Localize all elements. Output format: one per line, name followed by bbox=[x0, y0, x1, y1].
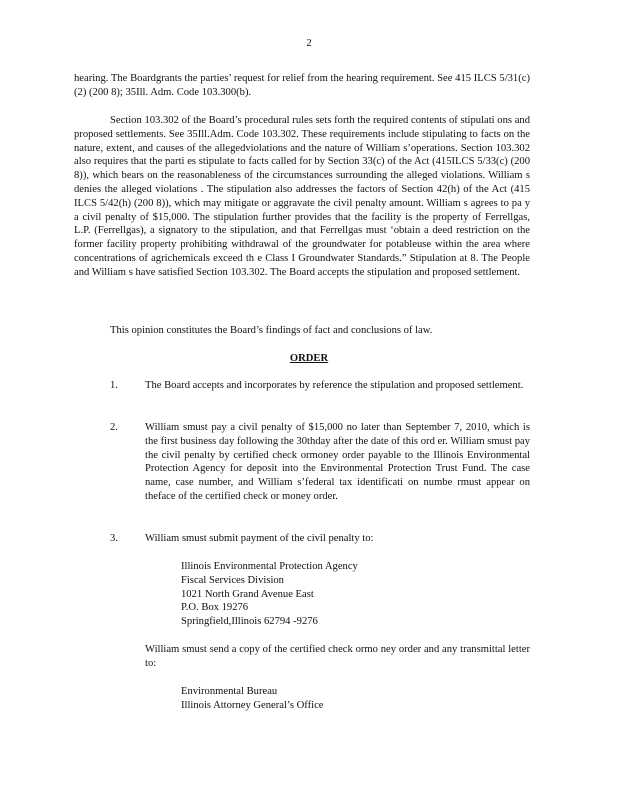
address-line: 1021 North Grand Avenue East bbox=[181, 588, 314, 600]
copy-address bbox=[181, 685, 324, 713]
address-line: Illinois Environmental Protection Agency bbox=[181, 561, 358, 572]
page-number: 2 bbox=[306, 38, 312, 49]
order-item-3-text: William smust submit payment of the civil penalty to: bbox=[145, 533, 374, 544]
paragraph-section-103-302: Section 103.302 of the Board’s procedural rules sets forth the required contents of stipulati ons and proposed settlements. See 35Ill.Adm. Code 103.302. These requirements include stipulating to facts on the nature, extent, and causes of the allegedviolations and the nature of William s’operations. Section 103.302 also requires that the parti es stipulate to facts called for by Section 33(c) of the Act (415ILCS 5/33(c) (200 8)), which bears on the reasonableness of the circumstances surrounding the alleged violations. William s denies the alleged violations . The stipulation also addresses the factors of Section 42(h) of the Act (415 ILCS 5/42(h) (200 8)), which may mitigate or aggravate the civil penalty amount. William s agrees to pa y a civil penalty of $15,000. The stipulation further provides that the facility is the property of Ferrellgas, L.P. (Ferrellgas), a signatory to the stipulation, and that Ferrellgas must ‘obtain a deed restriction on the former facility property prohibiting withdrawal of the groundwater for potableuse within the area where concentrations of agrichemicals exceed th e Class I Groundwater Standards.” Stipulation at 8. The People and William s have satisfied Section 103.302. The Board accepts the stipulation and proposed settlement. bbox=[74, 115, 530, 278]
payment-address bbox=[181, 560, 358, 629]
order-item-2-number: 2. bbox=[110, 422, 118, 433]
order-item-2-text: William smust pay a civil penalty of $15,000 no later than September 7, 2010, which is the first business day following the 30thday after the date of this ord er. William smust pay the civil penalty by certified check ormoney order payable to the Illinois Environmental Protection Agency for deposit into the Environmental Protection Trust Fund. The case name, case number, and William s’federal tax identificati on numbe rmust appear on theface of the certified check or money order. bbox=[145, 422, 530, 502]
address-line: Springfield,Illinois 62794 -9276 bbox=[181, 616, 318, 628]
copy-instruction: William smust send a copy of the certified check ormo ney order and any transmittal letter to: bbox=[145, 644, 530, 669]
address-line: Illinois Attorney General’s Office bbox=[181, 699, 324, 711]
order-heading: ORDER bbox=[289, 353, 329, 364]
address-line: P.O. Box 19276 bbox=[181, 602, 249, 614]
paragraph-findings: This opinion constitutes the Board’s findings of fact and conclusions of law. bbox=[110, 325, 433, 336]
order-item-3-number: 3. bbox=[110, 533, 118, 544]
order-item-1-number: 1. bbox=[110, 380, 118, 391]
address-line: Fiscal Services Division bbox=[181, 574, 284, 586]
order-item-1-text: The Board accepts and incorporates by reference the stipulation and proposed settlement. bbox=[145, 380, 524, 391]
paragraph-hearing: hearing. The Boardgrants the parties’ request for relief from the hearing requirement. See 415 ILCS 5/31(c)(2) (200 8); 35Ill. Adm. Code 103.300(b). bbox=[74, 73, 530, 98]
address-line: Environmental Bureau bbox=[181, 686, 278, 697]
